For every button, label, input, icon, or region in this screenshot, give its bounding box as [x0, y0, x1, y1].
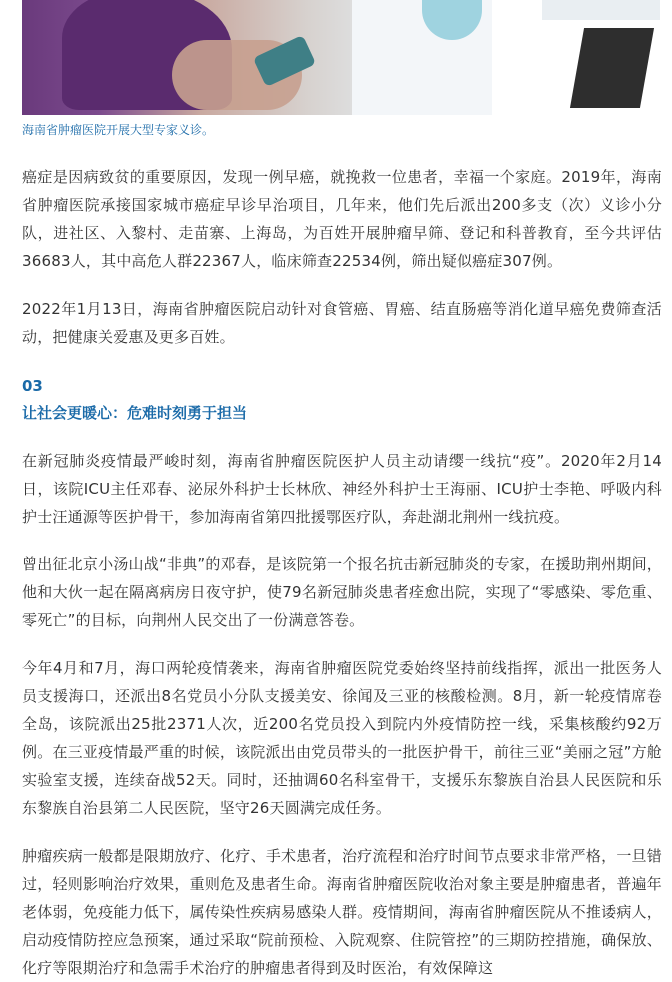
- paragraph-2: 2022年1月13日，海南省肿瘤医院启动针对食管癌、胃癌、结直肠癌等消化道早癌免费筛查活动，把健康关爱惠及更多百姓。: [22, 300, 662, 346]
- article-photo: [22, 0, 660, 115]
- paragraph-6: 肿瘤疾病一般都是限期放疗、化疗、手术患者，治疗流程和治疗时间节点要求非常严格，一旦错过，轻则影响治疗效果，重则危及患者生命。海南省肿瘤医院收治对象主要是肿瘤患者，普遍年老体弱，免疫能力低下，属传染性疾病易感染人群。疫情期间，海南省肿瘤医院从不推诿病人，启动疫情防控应急预案，通过采取“院前预检、入院观察、住院管控”的三期防控措施，确保放、化疗等限期治疗和急需手术治疗的肿瘤患者得到及时医治，有效保障这: [22, 847, 662, 977]
- paragraph-5: 今年4月和7月，海口两轮疫情袭来，海南省肿瘤医院党委始终坚持前线指挥，派出一批医务人员支援海口，还派出8名党员小分队支援美安、徐闻及三亚的核酸检测。8月，新一轮疫情席卷全岛，该院派出25批2371人次，近200名党员投入到院内外疫情防控一线，采集核酸约92万例。在三亚疫情最严重的时候，该院派出由党员带头的一批医护骨干，前往三亚“美丽之冠”方舱实验室支援，连续奋战52天。同时，还抽调60名科室骨干，支援乐东黎族自治县人民医院和乐东黎族自治县第二人民医院，坚守26天圆满完成任务。: [22, 659, 662, 817]
- paragraph-4: 曾出征北京小汤山战“非典”的邓春，是该院第一个报名抗击新冠肺炎的专家，在援助荆州期间，他和大伙一起在隔离病房日夜守护，使79名新冠肺炎患者痊愈出院，实现了“零感染、零危重、零死亡”的目标，向荆州人民交出了一份满意答卷。: [22, 555, 662, 629]
- section-number: 03: [22, 377, 43, 395]
- photo-caption: 海南省肿瘤医院开展大型专家义诊。: [22, 123, 215, 137]
- paragraph-3: 在新冠肺炎疫情最严峻时刻，海南省肿瘤医院医护人员主动请缨一线抗“疫”。2020年2月14日，该院ICU主任邓春、泌尿外科护士长林欣、神经外科护士王海丽、ICU护士李艳、呼吸内科护士汪通源等医护骨干，参加海南省第四批援鄂医疗队，奔赴湖北荆州一线抗疫。: [22, 452, 662, 526]
- section-title: 让社会更暖心：危难时刻勇于担当: [22, 404, 248, 422]
- paragraph-1: 癌症是因病致贫的重要原因，发现一例早癌，就挽救一位患者，幸福一个家庭。2019年，海南省肿瘤医院承接国家城市癌症早诊早治项目，几年来，他们先后派出200多支（次）义诊小分队，进社区、入黎村、走苗寨、上海岛，为百姓开展肿瘤早筛、登记和科普教育，至今共评估36683人，其中高危人群22367人，临床筛查22534例，筛出疑似癌症307例。: [22, 168, 662, 270]
